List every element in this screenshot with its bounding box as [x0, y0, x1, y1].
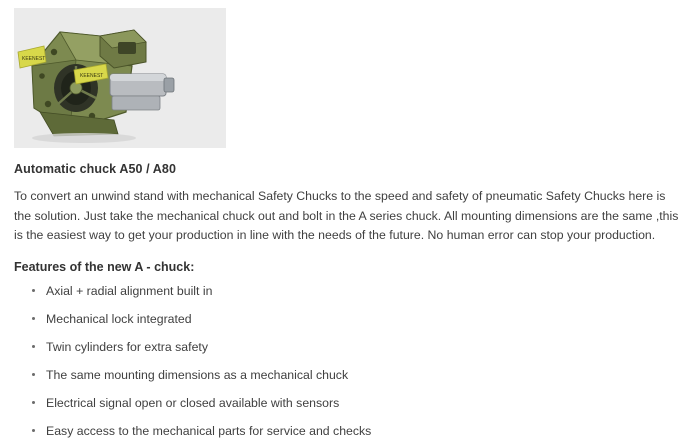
list-item: Twin cylinders for extra safety [32, 340, 685, 354]
list-item: Axial + radial alignment built in [32, 284, 685, 298]
features-heading: Features of the new A - chuck: [14, 259, 195, 274]
list-item: Electrical signal open or closed available with sensors [32, 396, 685, 410]
list-item: Easy access to the mechanical parts for service and checks [32, 424, 685, 438]
intro-paragraph: To convert an unwind stand with mechanical Safety Chucks to the speed and safety of pneumatic Safety Chucks here is the solution. Just take the mechanical chuck out and bolt in the A series chuck. All mounting dimensions are the same ,this is the easiest way to get your production in line with the needs of the future. No human error can stop your production. [14, 189, 679, 242]
features-list [14, 284, 685, 438]
svg-text:KEENEST: KEENEST [22, 56, 46, 62]
svg-text:KEENEST: KEENEST [80, 73, 104, 79]
list-item: Mechanical lock integrated [32, 312, 685, 326]
safety-chuck-illustration [14, 8, 226, 148]
list-item: The same mounting dimensions as a mechanical chuck [32, 368, 685, 382]
product-image [14, 8, 226, 148]
document-body [0, 8, 699, 438]
page-title: Automatic chuck A50 / A80 [14, 162, 177, 176]
